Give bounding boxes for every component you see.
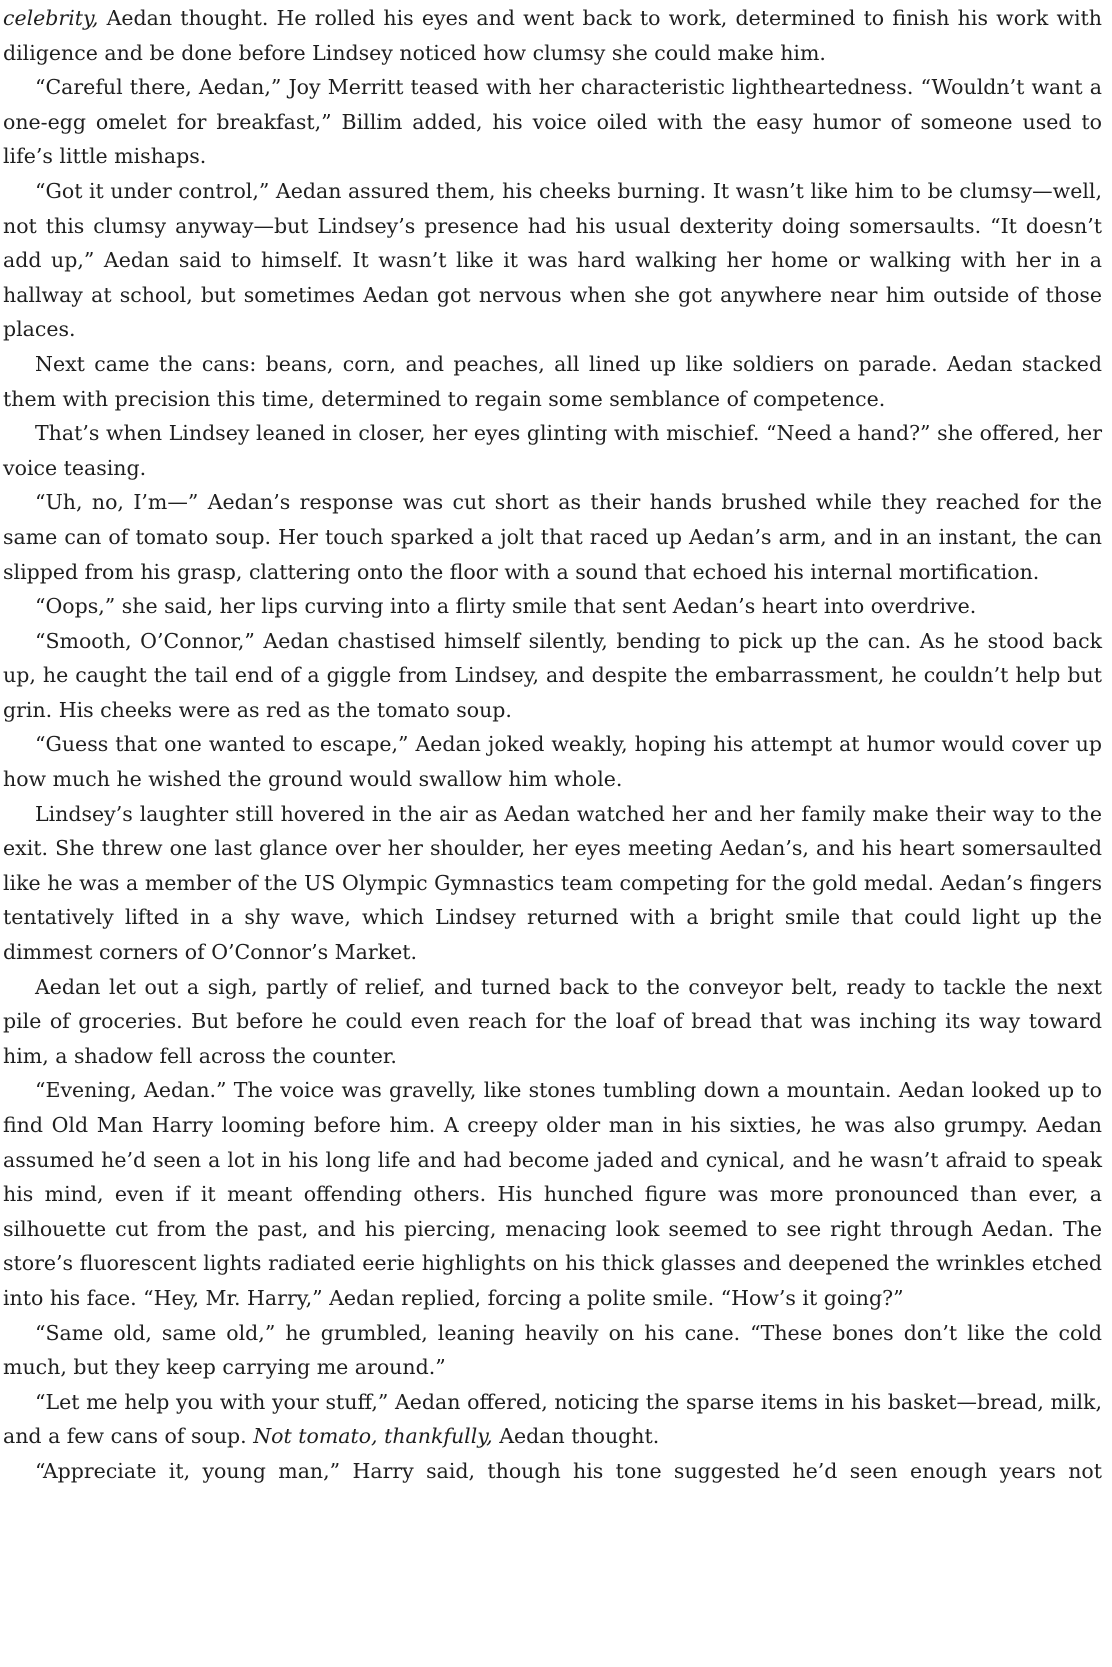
paragraph	[3, 1316, 1102, 1385]
text-run: “Careful there, Aedan,” Joy Merritt teased with her characteristic lightheartedness. “Wouldn’t want a one-egg omelet for breakfast,” Billim added, his voice oiled with the easy humor of someone used to life’s little mishaps.	[3, 75, 1102, 169]
text-run: “Oops,” she said, her lips curving into a flirty smile that sent Aedan’s heart into overdrive.	[35, 594, 977, 619]
text-run: “Same old, same old,” he grumbled, leaning heavily on his cane. “These bones don’t like the cold much, but they keep carrying me around.”	[3, 1320, 1102, 1380]
paragraph	[3, 624, 1102, 728]
paragraph	[3, 1, 1102, 70]
paragraph	[3, 485, 1102, 589]
text-run: Aedan thought. He rolled his eyes and went back to work, determined to finish his work with diligence and be done before Lindsey noticed how clumsy she could make him.	[3, 6, 1102, 65]
text-run: “Appreciate it, young man,” Harry said, though his tone suggested he’d seen enough years not	[35, 1458, 1102, 1483]
paragraph	[3, 797, 1102, 970]
paragraph	[3, 347, 1102, 416]
paragraph	[3, 970, 1102, 1074]
text-run: Next came the cans: beans, corn, and peaches, all lined up like soldiers on parade. Aedan stacked them with precision this time, determined to regain some semblance of competence.	[3, 351, 1102, 411]
paragraph	[3, 589, 1102, 624]
paragraph	[3, 70, 1102, 174]
paragraph	[3, 1073, 1102, 1315]
text-run: That’s when Lindsey leaned in closer, her eyes glinting with mischief. “Need a hand?” she offered, her voice teasing.	[3, 421, 1102, 480]
italic-text: celebrity,	[3, 6, 99, 30]
paragraph	[3, 174, 1102, 347]
text-run: “Uh, no, I’m—” Aedan’s response was cut short as their hands brushed while they reached for the same can of tomato soup. Her touch sparked a jolt that raced up Aedan’s arm, and in an instant, the can slipped from his grasp, clattering onto the floor with a sound that echoed his internal mortification.	[3, 490, 1102, 584]
text-run: “Let me help you with your stuff,” Aedan offered, noticing the sparse items in his basket—bread, milk, and a few cans of soup.	[3, 1389, 1102, 1449]
text-run: “Guess that one wanted to escape,” Aedan joked weakly, hoping his attempt at humor would cover up how much he wished the ground would swallow him whole.	[3, 732, 1102, 792]
paragraph	[3, 1385, 1102, 1454]
text-run: “Smooth, O’Connor,” Aedan chastised himself silently, bending to pick up the can. As he stood back up, he caught the tail end of a giggle from Lindsey, and despite the embarrassment, he couldn’t help but grin. His cheeks were as red as the tomato soup.	[3, 628, 1102, 722]
text-run: “Evening, Aedan.” The voice was gravelly, like stones tumbling down a mountain. Aedan looked up to find Old Man Harry looming before him. A creepy older man in his sixties, he was also grumpy. Aedan assumed he’d seen a lot in his long life and had become jaded and cynical, and he wasn’t afraid to speak his mind, even if it meant offending others. His hunched figure was more pronounced than ever, a silhouette cut from the past, and his piercing, menacing look seemed to see right through Aedan. The store’s fluorescent lights radiated eerie highlights on his thick glasses and deepened the wrinkles etched into his face. “Hey, Mr. Harry,” Aedan replied, forcing a polite smile. “How’s it going?”	[3, 1078, 1102, 1310]
text-run: Lindsey’s laughter still hovered in the air as Aedan watched her and her family make their way to the exit. She threw one last glance over her shoulder, her eyes meeting Aedan’s, and his heart somersaulted like he was a member of the US Olympic Gymnastics team competing for the gold medal. Aedan’s fingers tentatively lifted in a shy wave, which Lindsey returned with a bright smile that could light up the dimmest corners of O’Connor’s Market.	[3, 801, 1102, 965]
paragraph	[3, 1454, 1102, 1489]
paragraph	[3, 416, 1102, 485]
paragraph	[3, 727, 1102, 796]
text-run: “Got it under control,” Aedan assured them, his cheeks burning. It wasn’t like him to be clumsy—well, not this clumsy anyway—but Lindsey’s presence had his usual dexterity doing somersaults. “It doesn’t add up,” Aedan said to himself. It wasn’t like it was hard walking her home or walking with her in a hallway at school, but sometimes Aedan got nervous when she got anywhere near him outside of those places.	[3, 178, 1102, 342]
text-run: Aedan let out a sigh, partly of relief, and turned back to the conveyor belt, ready to tackle the next pile of groceries. But before he could even reach for the loaf of bread that was inching its way toward him, a shadow fell across the counter.	[3, 974, 1102, 1068]
text-run: Aedan thought.	[492, 1424, 660, 1449]
italic-text: Not tomato, thankfully,	[253, 1424, 493, 1449]
